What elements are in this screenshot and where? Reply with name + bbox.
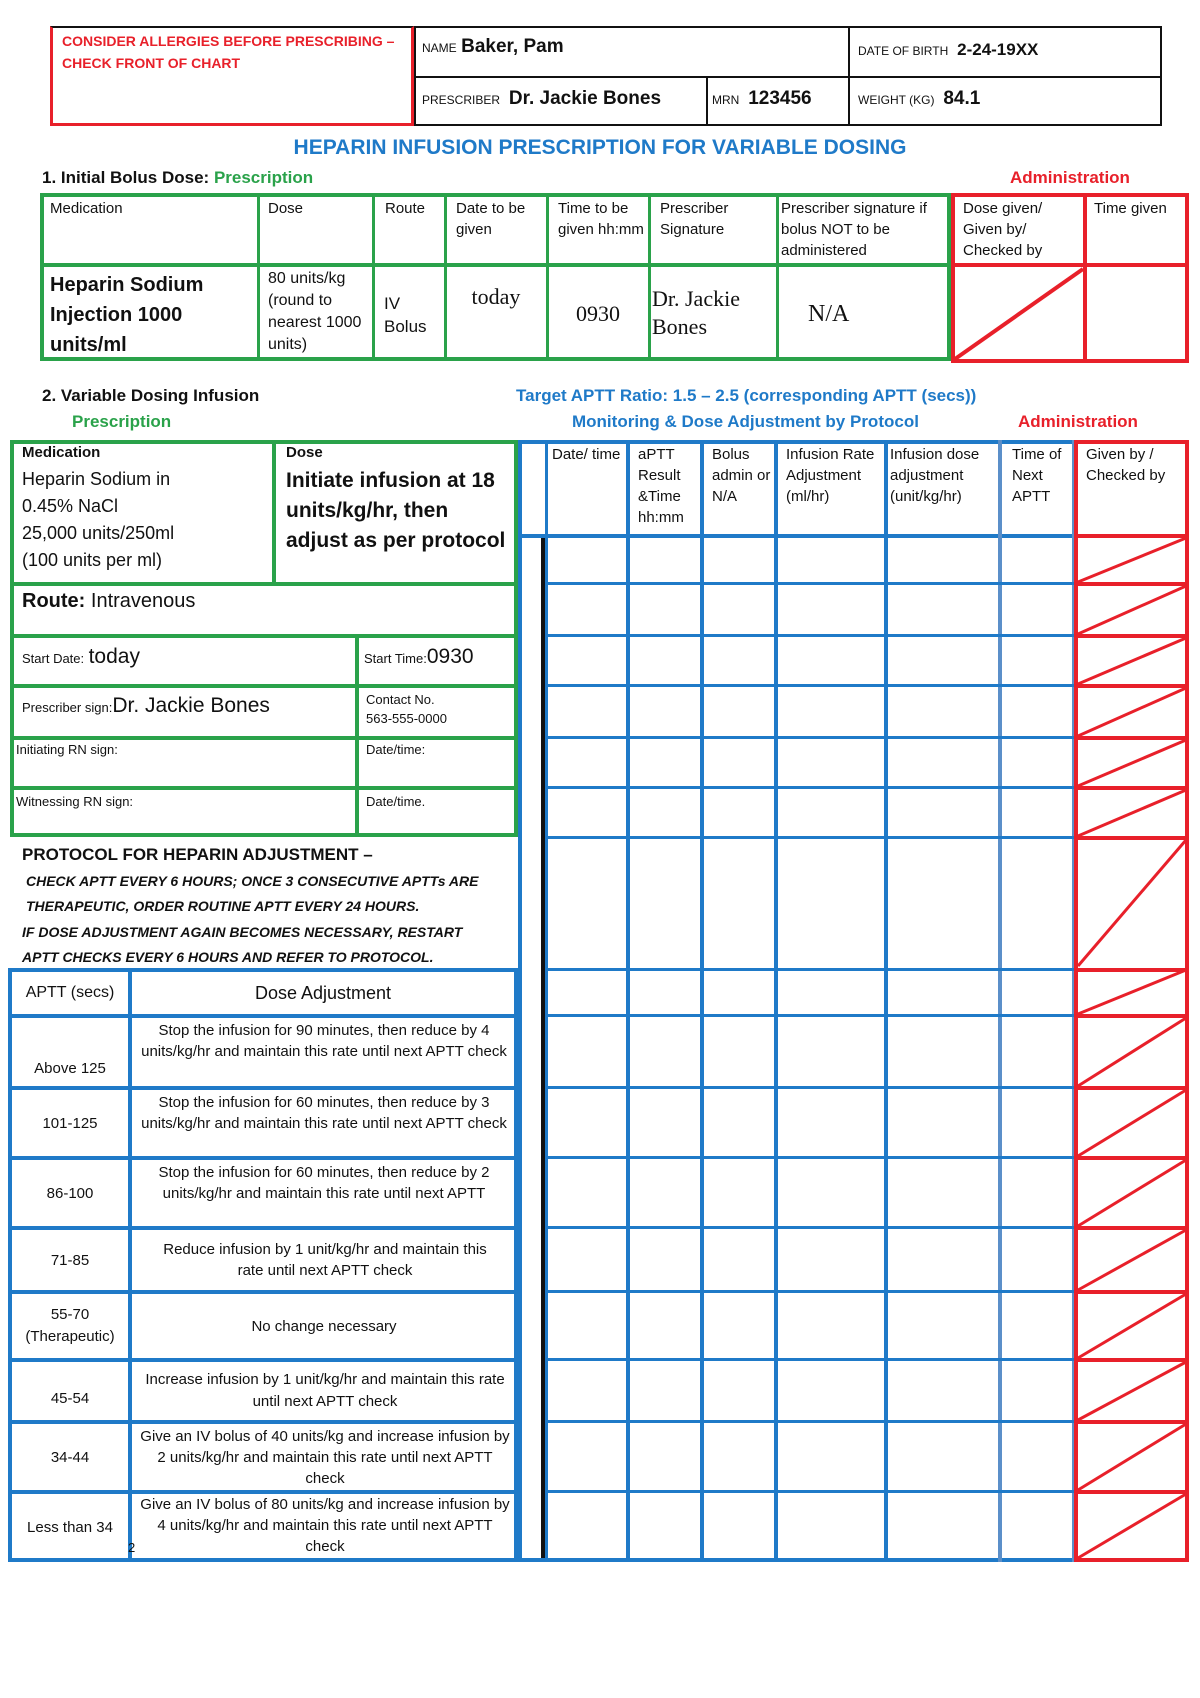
protocol-line-3: IF DOSE ADJUSTMENT AGAIN BECOMES NECESSARY, RESTART <box>22 924 463 940</box>
infusion-medication-label: Medication <box>22 444 101 461</box>
infusion-route: Route: Intravenous <box>22 590 196 612</box>
aptt-row-7: 34-44 <box>50 1448 90 1466</box>
name-label: NAME <box>422 41 457 55</box>
weight-label: WEIGHT (KG) <box>858 93 935 107</box>
col-prescriber-sig-not-given: Prescriber signature if bolus NOT to be administered <box>781 200 927 259</box>
start-date-field[interactable]: Start Date: today <box>22 645 140 668</box>
prescriber-sign-field[interactable]: Prescriber sign:Dr. Jackie Bones <box>22 694 270 717</box>
aptt-row-4: 71-85 <box>50 1251 90 1269</box>
bolus-time[interactable]: 0930 <box>576 301 620 326</box>
adjust-row-4: Reduce infusion by 1 unit/kg/hr and maintain this rate until next APTT check <box>163 1241 487 1279</box>
weight-value: 84.1 <box>943 88 981 109</box>
bolus-prescriber-signature[interactable]: Dr. Jackie Bones <box>652 286 740 339</box>
mon-col-next-aptt: Time of Next APTT <box>1012 446 1062 505</box>
start-time-field[interactable]: Start Time:0930 <box>364 645 474 668</box>
col-aptt-secs: APTT (secs) <box>25 984 115 1001</box>
mon-col-dose-adjustment: Infusion dose adjustment (unit/kg/hr) <box>890 446 980 505</box>
bolus-date[interactable]: today <box>471 284 521 309</box>
adjust-row-2: Stop the infusion for 60 minutes, then reduce by 3 units/kg/hr and maintain this rate until next APTT check <box>141 1094 507 1132</box>
section1-prescription-label: Prescription <box>213 168 314 187</box>
witnessing-rn-sign[interactable]: Witnessing RN sign: <box>16 794 134 809</box>
bolus-route: IV Bolus <box>384 294 427 336</box>
contact-field[interactable]: Contact No. 563-555-0000 <box>366 692 447 726</box>
adjust-row-7: Give an IV bolus of 40 units/kg and increase infusion by 2 units/kg/hr and maintain this rate until next APTT check <box>140 1428 510 1487</box>
mrn-field[interactable] <box>712 88 812 110</box>
section1-administration-label: Administration <box>1010 168 1130 187</box>
bolus-not-administered[interactable]: N/A <box>808 300 850 327</box>
initiating-rn-datetime[interactable]: Date/time: <box>366 742 426 757</box>
adjust-row-6: Increase infusion by 1 unit/kg/hr and maintain this rate until next APTT check <box>145 1371 505 1410</box>
weight-field[interactable] <box>858 88 980 110</box>
col-dose-adjustment: Dose Adjustment <box>254 982 392 1003</box>
section2-administration-label: Administration <box>1018 412 1138 431</box>
aptt-row-3: 86-100 <box>46 1184 94 1202</box>
adjust-row-3: Stop the infusion for 60 minutes, then reduce by 2 units/kg/hr and maintain this rate until next APTT <box>158 1164 490 1202</box>
aptt-row-1: Above 125 <box>34 1060 106 1077</box>
col-time-given: Time to be given hh:mm <box>558 200 644 238</box>
mon-col-given-by: Given by / Checked by <box>1086 446 1166 484</box>
allergy-warning: CONSIDER ALLERGIES BEFORE PRESCRIBING – CHECK FRONT OF CHART <box>62 33 395 71</box>
adjust-row-5: No change necessary <box>251 1317 397 1335</box>
dob-label: DATE OF BIRTH <box>858 44 949 58</box>
prescriber-label: PRESCRIBER <box>422 93 501 107</box>
col-dose-given-by: Dose given/ Given by/ Checked by <box>963 200 1043 259</box>
mon-col-aptt-result: aPTT Result &Time hh:mm <box>638 446 684 526</box>
initiating-rn-sign[interactable]: Initiating RN sign: <box>16 742 118 757</box>
prescriber-field[interactable] <box>422 88 661 110</box>
adjust-row-8: Give an IV bolus of 80 units/kg and increase infusion by 4 units/kg/hr and maintain this rate until next APTT check <box>140 1496 510 1555</box>
section1-heading: 1. Initial Bolus Dose: Prescription <box>42 168 314 187</box>
page-number: 2 <box>128 1540 136 1555</box>
adjust-row-1: Stop the infusion for 90 minutes, then reduce by 4 units/kg/hr and maintain this rate until next APTT check <box>141 1022 507 1060</box>
infusion-dose: Initiate infusion at 18 units/kg/hr, then adjust as per protocol <box>286 469 506 552</box>
mon-col-infusion-rate: Infusion Rate Adjustment (ml/hr) <box>786 446 875 505</box>
aptt-row-6: 45-54 <box>50 1389 90 1407</box>
prescriber-value: Dr. Jackie Bones <box>508 88 662 109</box>
protocol-line-4: APTT CHECKS EVERY 6 HOURS AND REFER TO PROTOCOL. <box>22 949 434 965</box>
patient-name-field[interactable] <box>422 36 564 58</box>
name-value: Baker, Pam <box>461 36 564 57</box>
bolus-time-given-input[interactable] <box>1090 270 1184 358</box>
col-prescriber-signature: Prescriber Signature <box>660 200 729 238</box>
dob-value: 2-24-19XX <box>957 40 1039 59</box>
section2-heading: 2. Variable Dosing Infusion <box>42 386 260 405</box>
protocol-title: PROTOCOL FOR HEPARIN ADJUSTMENT – <box>22 845 373 864</box>
col-medication: Medication <box>50 200 123 217</box>
page-title: HEPARIN INFUSION PRESCRIPTION FOR VARIABLE DOSING <box>293 136 907 159</box>
col-time-given-admin: Time given <box>1094 200 1167 217</box>
aptt-row-8: Less than 34 <box>27 1518 113 1536</box>
dob-field[interactable] <box>858 40 1038 60</box>
bolus-dose: 80 units/kg (round to nearest 1000 units) <box>268 270 362 353</box>
mrn-value: 123456 <box>748 88 812 109</box>
bolus-dose-given-input[interactable] <box>957 270 1081 358</box>
aptt-row-2: 101-125 <box>42 1114 98 1132</box>
section2-prescription-label: Prescription <box>72 412 172 431</box>
infusion-medication: Heparin Sodium in 0.45% NaCl 25,000 units/250ml (100 units per ml) <box>22 469 175 570</box>
target-aptt-ratio: Target APTT Ratio: 1.5 – 2.5 (corresponding APTT (secs)) <box>516 386 977 405</box>
monitoring-label: Monitoring & Dose Adjustment by Protocol <box>572 412 919 431</box>
infusion-dose-label: Dose <box>286 444 323 461</box>
mon-col-datetime: Date/ time <box>552 446 621 463</box>
protocol-line-1: CHECK APTT EVERY 6 HOURS; ONCE 3 CONSECUTIVE APTTs ARE <box>26 873 479 889</box>
protocol-line-2: THERAPEUTIC, ORDER ROUTINE APTT EVERY 24 HOURS. <box>26 898 420 914</box>
col-dose: Dose <box>268 200 304 217</box>
admin-column-strikes <box>1074 534 1189 1564</box>
col-date-given: Date to be given <box>456 200 526 238</box>
mon-col-bolus-admin: Bolus admin or N/A <box>712 446 771 505</box>
aptt-row-5: 55-70 (Therapeutic) <box>25 1306 115 1345</box>
mrn-label: MRN <box>712 93 740 107</box>
col-route: Route <box>385 200 426 217</box>
bolus-medication: Heparin Sodium Injection 1000 units/ml <box>50 274 204 356</box>
witnessing-rn-datetime[interactable]: Date/time. <box>366 794 426 809</box>
